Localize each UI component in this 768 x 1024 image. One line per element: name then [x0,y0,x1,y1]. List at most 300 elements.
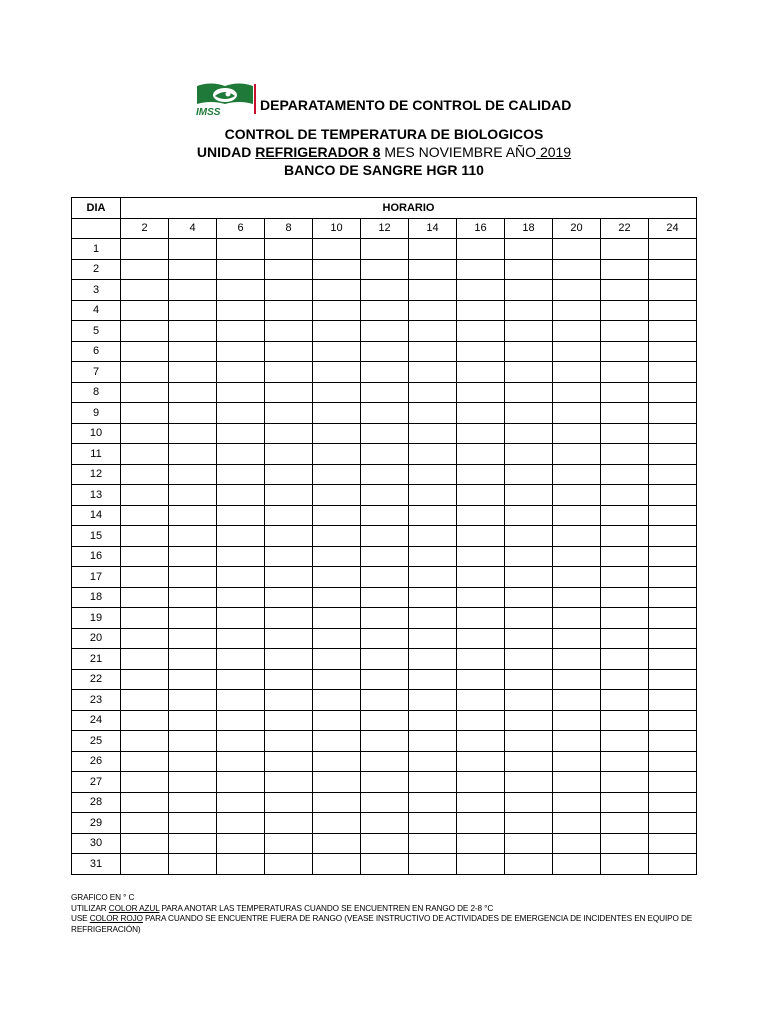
temperature-cell[interactable] [601,280,649,301]
temperature-cell[interactable] [313,239,361,260]
temperature-cell[interactable] [265,731,313,752]
temperature-cell[interactable] [265,751,313,772]
temperature-cell[interactable] [601,710,649,731]
temperature-cell[interactable] [457,280,505,301]
temperature-cell[interactable] [505,649,553,670]
temperature-cell[interactable] [217,751,265,772]
temperature-cell[interactable] [505,587,553,608]
temperature-cell[interactable] [265,362,313,383]
temperature-cell[interactable] [601,526,649,547]
temperature-cell[interactable] [649,239,697,260]
temperature-cell[interactable] [361,403,409,424]
temperature-cell[interactable] [217,321,265,342]
temperature-cell[interactable] [313,280,361,301]
temperature-cell[interactable] [505,239,553,260]
temperature-cell[interactable] [649,628,697,649]
temperature-cell[interactable] [601,608,649,629]
temperature-cell[interactable] [649,444,697,465]
temperature-cell[interactable] [649,792,697,813]
temperature-cell[interactable] [265,239,313,260]
temperature-cell[interactable] [217,792,265,813]
temperature-cell[interactable] [457,403,505,424]
temperature-cell[interactable] [601,833,649,854]
temperature-cell[interactable] [409,423,457,444]
temperature-cell[interactable] [649,280,697,301]
temperature-cell[interactable] [217,833,265,854]
temperature-cell[interactable] [649,485,697,506]
temperature-cell[interactable] [361,526,409,547]
temperature-cell[interactable] [409,300,457,321]
temperature-cell[interactable] [265,526,313,547]
temperature-cell[interactable] [313,690,361,711]
temperature-cell[interactable] [409,485,457,506]
temperature-cell[interactable] [505,280,553,301]
temperature-cell[interactable] [505,628,553,649]
temperature-cell[interactable] [553,444,601,465]
temperature-cell[interactable] [409,751,457,772]
temperature-cell[interactable] [121,300,169,321]
temperature-cell[interactable] [505,608,553,629]
temperature-cell[interactable] [649,833,697,854]
temperature-cell[interactable] [649,526,697,547]
temperature-cell[interactable] [361,608,409,629]
temperature-cell[interactable] [457,239,505,260]
temperature-cell[interactable] [601,485,649,506]
temperature-cell[interactable] [457,649,505,670]
temperature-cell[interactable] [121,792,169,813]
temperature-cell[interactable] [169,731,217,752]
temperature-cell[interactable] [121,690,169,711]
temperature-cell[interactable] [505,464,553,485]
temperature-cell[interactable] [169,444,217,465]
temperature-cell[interactable] [121,628,169,649]
temperature-cell[interactable] [505,690,553,711]
temperature-cell[interactable] [649,546,697,567]
temperature-cell[interactable] [457,526,505,547]
temperature-cell[interactable] [169,403,217,424]
temperature-cell[interactable] [361,505,409,526]
temperature-cell[interactable] [169,854,217,875]
temperature-cell[interactable] [505,710,553,731]
temperature-cell[interactable] [457,854,505,875]
temperature-cell[interactable] [265,608,313,629]
temperature-cell[interactable] [505,751,553,772]
temperature-cell[interactable] [361,649,409,670]
temperature-cell[interactable] [505,485,553,506]
temperature-cell[interactable] [169,833,217,854]
temperature-cell[interactable] [457,690,505,711]
temperature-cell[interactable] [217,628,265,649]
temperature-cell[interactable] [601,423,649,444]
temperature-cell[interactable] [409,608,457,629]
temperature-cell[interactable] [265,813,313,834]
temperature-cell[interactable] [217,423,265,444]
temperature-cell[interactable] [265,505,313,526]
temperature-cell[interactable] [121,526,169,547]
temperature-cell[interactable] [409,239,457,260]
temperature-cell[interactable] [457,772,505,793]
temperature-cell[interactable] [505,321,553,342]
temperature-cell[interactable] [361,423,409,444]
temperature-cell[interactable] [505,772,553,793]
temperature-cell[interactable] [601,772,649,793]
temperature-cell[interactable] [265,546,313,567]
temperature-cell[interactable] [457,669,505,690]
temperature-cell[interactable] [409,444,457,465]
temperature-cell[interactable] [457,751,505,772]
temperature-cell[interactable] [121,608,169,629]
temperature-cell[interactable] [169,382,217,403]
temperature-cell[interactable] [553,382,601,403]
temperature-cell[interactable] [649,341,697,362]
temperature-cell[interactable] [121,485,169,506]
temperature-cell[interactable] [169,505,217,526]
temperature-cell[interactable] [313,423,361,444]
temperature-cell[interactable] [169,772,217,793]
temperature-cell[interactable] [265,649,313,670]
temperature-cell[interactable] [601,464,649,485]
temperature-cell[interactable] [457,341,505,362]
temperature-cell[interactable] [553,321,601,342]
temperature-cell[interactable] [361,628,409,649]
temperature-cell[interactable] [217,772,265,793]
temperature-cell[interactable] [409,854,457,875]
temperature-cell[interactable] [217,464,265,485]
temperature-cell[interactable] [409,505,457,526]
temperature-cell[interactable] [313,526,361,547]
temperature-cell[interactable] [409,690,457,711]
temperature-cell[interactable] [361,813,409,834]
temperature-cell[interactable] [457,444,505,465]
temperature-cell[interactable] [265,854,313,875]
temperature-cell[interactable] [313,649,361,670]
temperature-cell[interactable] [553,403,601,424]
temperature-cell[interactable] [553,792,601,813]
temperature-cell[interactable] [217,280,265,301]
temperature-cell[interactable] [649,649,697,670]
temperature-cell[interactable] [313,731,361,752]
temperature-cell[interactable] [361,259,409,280]
temperature-cell[interactable] [457,362,505,383]
temperature-cell[interactable] [169,792,217,813]
temperature-cell[interactable] [361,444,409,465]
temperature-cell[interactable] [121,423,169,444]
temperature-cell[interactable] [409,772,457,793]
temperature-cell[interactable] [313,546,361,567]
temperature-cell[interactable] [409,567,457,588]
temperature-cell[interactable] [649,813,697,834]
temperature-cell[interactable] [169,464,217,485]
temperature-cell[interactable] [265,690,313,711]
temperature-cell[interactable] [601,321,649,342]
temperature-cell[interactable] [361,833,409,854]
temperature-cell[interactable] [361,567,409,588]
temperature-cell[interactable] [169,649,217,670]
temperature-cell[interactable] [313,403,361,424]
temperature-cell[interactable] [457,608,505,629]
temperature-cell[interactable] [553,546,601,567]
temperature-cell[interactable] [265,710,313,731]
temperature-cell[interactable] [601,669,649,690]
temperature-cell[interactable] [169,485,217,506]
temperature-cell[interactable] [505,259,553,280]
temperature-cell[interactable] [121,813,169,834]
temperature-cell[interactable] [457,423,505,444]
temperature-cell[interactable] [361,300,409,321]
temperature-cell[interactable] [601,751,649,772]
temperature-cell[interactable] [553,628,601,649]
temperature-cell[interactable] [457,792,505,813]
temperature-cell[interactable] [505,423,553,444]
temperature-cell[interactable] [457,485,505,506]
temperature-cell[interactable] [217,690,265,711]
temperature-cell[interactable] [121,772,169,793]
temperature-cell[interactable] [313,813,361,834]
temperature-cell[interactable] [553,854,601,875]
temperature-cell[interactable] [217,608,265,629]
temperature-cell[interactable] [169,341,217,362]
temperature-cell[interactable] [409,341,457,362]
temperature-cell[interactable] [265,259,313,280]
temperature-cell[interactable] [265,423,313,444]
temperature-cell[interactable] [361,546,409,567]
temperature-cell[interactable] [457,833,505,854]
temperature-cell[interactable] [649,505,697,526]
temperature-cell[interactable] [649,608,697,629]
temperature-cell[interactable] [313,628,361,649]
temperature-cell[interactable] [265,772,313,793]
temperature-cell[interactable] [265,464,313,485]
temperature-cell[interactable] [313,608,361,629]
temperature-cell[interactable] [313,341,361,362]
temperature-cell[interactable] [409,792,457,813]
temperature-cell[interactable] [217,813,265,834]
temperature-cell[interactable] [457,546,505,567]
temperature-cell[interactable] [505,567,553,588]
temperature-cell[interactable] [361,772,409,793]
temperature-cell[interactable] [649,772,697,793]
temperature-cell[interactable] [409,464,457,485]
temperature-cell[interactable] [601,300,649,321]
temperature-cell[interactable] [553,731,601,752]
temperature-cell[interactable] [553,464,601,485]
temperature-cell[interactable] [121,464,169,485]
temperature-cell[interactable] [265,341,313,362]
temperature-cell[interactable] [553,751,601,772]
temperature-cell[interactable] [121,751,169,772]
temperature-cell[interactable] [553,772,601,793]
temperature-cell[interactable] [649,300,697,321]
temperature-cell[interactable] [409,382,457,403]
temperature-cell[interactable] [601,239,649,260]
temperature-cell[interactable] [505,382,553,403]
temperature-cell[interactable] [409,280,457,301]
temperature-cell[interactable] [121,567,169,588]
temperature-cell[interactable] [409,321,457,342]
temperature-cell[interactable] [217,567,265,588]
temperature-cell[interactable] [121,239,169,260]
temperature-cell[interactable] [265,792,313,813]
temperature-cell[interactable] [601,403,649,424]
temperature-cell[interactable] [601,649,649,670]
temperature-cell[interactable] [553,505,601,526]
temperature-cell[interactable] [313,444,361,465]
temperature-cell[interactable] [121,341,169,362]
temperature-cell[interactable] [313,464,361,485]
temperature-cell[interactable] [313,587,361,608]
temperature-cell[interactable] [505,403,553,424]
temperature-cell[interactable] [553,341,601,362]
temperature-cell[interactable] [313,300,361,321]
temperature-cell[interactable] [409,259,457,280]
temperature-cell[interactable] [313,485,361,506]
temperature-cell[interactable] [217,239,265,260]
temperature-cell[interactable] [313,259,361,280]
temperature-cell[interactable] [313,505,361,526]
temperature-cell[interactable] [601,362,649,383]
temperature-cell[interactable] [601,505,649,526]
temperature-cell[interactable] [169,259,217,280]
temperature-cell[interactable] [649,567,697,588]
temperature-cell[interactable] [121,505,169,526]
temperature-cell[interactable] [217,403,265,424]
temperature-cell[interactable] [121,382,169,403]
temperature-cell[interactable] [217,669,265,690]
temperature-cell[interactable] [505,362,553,383]
temperature-cell[interactable] [649,362,697,383]
temperature-cell[interactable] [169,239,217,260]
temperature-cell[interactable] [121,587,169,608]
temperature-cell[interactable] [361,485,409,506]
temperature-cell[interactable] [457,259,505,280]
temperature-cell[interactable] [361,690,409,711]
temperature-cell[interactable] [169,300,217,321]
temperature-cell[interactable] [457,382,505,403]
temperature-cell[interactable] [121,362,169,383]
temperature-cell[interactable] [169,546,217,567]
temperature-cell[interactable] [121,321,169,342]
temperature-cell[interactable] [457,505,505,526]
temperature-cell[interactable] [649,587,697,608]
temperature-cell[interactable] [217,546,265,567]
temperature-cell[interactable] [265,628,313,649]
temperature-cell[interactable] [265,382,313,403]
temperature-cell[interactable] [553,813,601,834]
temperature-cell[interactable] [409,546,457,567]
temperature-cell[interactable] [121,854,169,875]
temperature-cell[interactable] [313,567,361,588]
temperature-cell[interactable] [169,628,217,649]
temperature-cell[interactable] [169,813,217,834]
temperature-cell[interactable] [361,669,409,690]
temperature-cell[interactable] [169,362,217,383]
temperature-cell[interactable] [217,649,265,670]
temperature-cell[interactable] [361,280,409,301]
temperature-cell[interactable] [505,669,553,690]
temperature-cell[interactable] [409,731,457,752]
temperature-cell[interactable] [361,587,409,608]
temperature-cell[interactable] [457,710,505,731]
temperature-cell[interactable] [649,403,697,424]
temperature-cell[interactable] [169,669,217,690]
temperature-cell[interactable] [505,444,553,465]
temperature-cell[interactable] [553,362,601,383]
temperature-cell[interactable] [121,444,169,465]
temperature-cell[interactable] [169,587,217,608]
temperature-cell[interactable] [601,444,649,465]
temperature-cell[interactable] [313,362,361,383]
temperature-cell[interactable] [169,690,217,711]
temperature-cell[interactable] [649,259,697,280]
temperature-cell[interactable] [361,341,409,362]
temperature-cell[interactable] [553,587,601,608]
temperature-cell[interactable] [361,792,409,813]
temperature-cell[interactable] [457,813,505,834]
temperature-cell[interactable] [313,833,361,854]
temperature-cell[interactable] [169,423,217,444]
temperature-cell[interactable] [217,526,265,547]
temperature-cell[interactable] [313,669,361,690]
temperature-cell[interactable] [601,259,649,280]
temperature-cell[interactable] [409,628,457,649]
temperature-cell[interactable] [361,854,409,875]
temperature-cell[interactable] [361,464,409,485]
temperature-cell[interactable] [649,669,697,690]
temperature-cell[interactable] [361,710,409,731]
temperature-cell[interactable] [313,321,361,342]
temperature-cell[interactable] [169,710,217,731]
temperature-cell[interactable] [409,403,457,424]
temperature-cell[interactable] [217,362,265,383]
temperature-cell[interactable] [169,321,217,342]
temperature-cell[interactable] [121,710,169,731]
temperature-cell[interactable] [361,731,409,752]
temperature-cell[interactable] [313,854,361,875]
temperature-cell[interactable] [505,341,553,362]
temperature-cell[interactable] [601,382,649,403]
temperature-cell[interactable] [601,567,649,588]
temperature-cell[interactable] [505,833,553,854]
temperature-cell[interactable] [265,485,313,506]
temperature-cell[interactable] [217,341,265,362]
temperature-cell[interactable] [601,690,649,711]
temperature-cell[interactable] [457,464,505,485]
temperature-cell[interactable] [121,403,169,424]
temperature-cell[interactable] [505,505,553,526]
temperature-cell[interactable] [265,567,313,588]
temperature-cell[interactable] [217,444,265,465]
temperature-cell[interactable] [649,690,697,711]
temperature-cell[interactable] [265,280,313,301]
temperature-cell[interactable] [649,382,697,403]
temperature-cell[interactable] [553,710,601,731]
temperature-cell[interactable] [313,751,361,772]
temperature-cell[interactable] [553,526,601,547]
temperature-cell[interactable] [505,854,553,875]
temperature-cell[interactable] [553,239,601,260]
temperature-cell[interactable] [505,526,553,547]
temperature-cell[interactable] [217,485,265,506]
temperature-cell[interactable] [601,587,649,608]
temperature-cell[interactable] [409,833,457,854]
temperature-cell[interactable] [649,731,697,752]
temperature-cell[interactable] [409,526,457,547]
temperature-cell[interactable] [409,669,457,690]
temperature-cell[interactable] [265,403,313,424]
temperature-cell[interactable] [217,587,265,608]
temperature-cell[interactable] [601,341,649,362]
temperature-cell[interactable] [313,382,361,403]
